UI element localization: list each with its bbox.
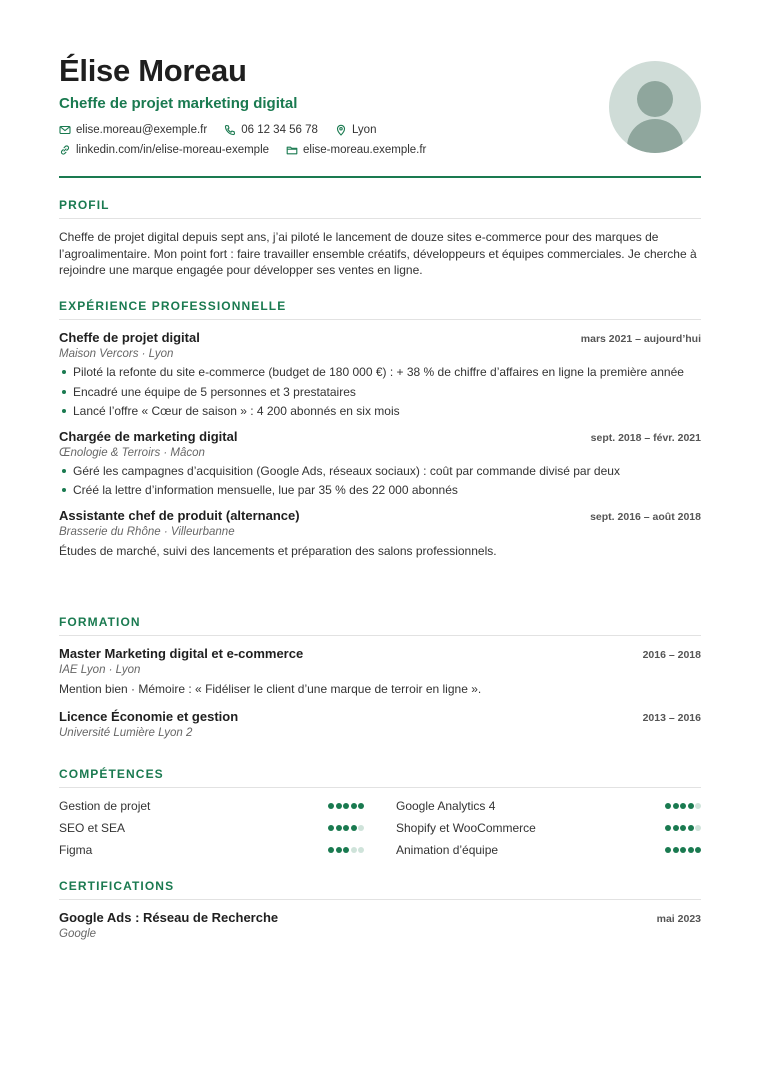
resume-header xyxy=(59,0,701,178)
entry-title: Google Ads : Réseau de Recherche xyxy=(59,910,279,925)
rating-dot xyxy=(665,803,671,809)
candidate-role: Cheffe de projet marketing digital xyxy=(59,95,298,112)
rating-dot xyxy=(665,825,671,831)
rating-dot xyxy=(673,847,679,853)
rating-dot xyxy=(695,803,701,809)
skill-rating xyxy=(664,847,702,853)
entry-organization: Google xyxy=(59,928,97,940)
skill-name: Animation d’équipe xyxy=(396,843,499,857)
candidate-name: Élise Moreau xyxy=(59,53,247,88)
entry-date: mars 2021 – aujourd’hui xyxy=(580,333,701,345)
contact-row-1 xyxy=(59,124,393,136)
section-title-profil: PROFIL xyxy=(59,198,701,219)
bullet-item: Créé la lettre d’information mensuelle, lue par 35 % des 22 000 abonnés xyxy=(59,482,701,499)
contact-row-2 xyxy=(59,144,443,156)
section-profil xyxy=(59,198,701,279)
entry-title: Master Marketing digital et e-commerce xyxy=(59,646,304,661)
entry-organization: Université Lumière Lyon 2 xyxy=(59,726,193,739)
email-text: elise.moreau@exemple.fr xyxy=(76,124,208,136)
entry-organization: Maison Vercors · Lyon xyxy=(59,348,174,360)
rating-dot xyxy=(336,847,342,853)
entry-date: sept. 2018 – févr. 2021 xyxy=(590,431,701,444)
rating-dot xyxy=(358,803,364,809)
skill-rating xyxy=(664,803,702,809)
skill-rating xyxy=(327,803,365,809)
link-icon xyxy=(59,144,71,156)
rating-dot xyxy=(343,803,349,809)
rating-dot xyxy=(688,847,694,853)
rating-dot xyxy=(336,803,342,809)
skill-name: Gestion de projet xyxy=(59,799,151,813)
rating-dot xyxy=(336,825,342,831)
avatar-silhouette-icon xyxy=(609,61,701,153)
education-entry xyxy=(59,646,701,698)
section-experience xyxy=(59,299,701,559)
entry-title: Cheffe de projet digital xyxy=(59,330,200,345)
bullet-item: Encadré une équipe de 5 personnes et 3 prestataires xyxy=(59,384,701,401)
entry-description: Mention bien · Mémoire : « Fidéliser le client d’une marque de terroir en ligne ». xyxy=(59,682,482,696)
rating-dot xyxy=(351,825,357,831)
skill-rating xyxy=(327,847,365,853)
location-text: Lyon xyxy=(351,124,377,136)
rating-dot xyxy=(343,847,349,853)
experience-entry xyxy=(59,429,701,499)
entry-title: Licence Économie et gestion xyxy=(59,708,239,724)
skill-rating xyxy=(664,825,702,831)
entry-date: 2016 – 2018 xyxy=(642,649,701,661)
bullet-item: Lancé l’offre « Cœur de saison » : 4 200 abonnés en six mois xyxy=(59,403,701,420)
entry-date: 2013 – 2016 xyxy=(642,711,701,724)
rating-dot xyxy=(328,825,334,831)
entry-date: mai 2023 xyxy=(656,913,701,925)
skills-grid xyxy=(59,798,701,858)
rating-dot xyxy=(358,825,364,831)
entry-description: Études de marché, suivi des lancements et préparation des salons professionnels. xyxy=(59,543,497,558)
contact-website[interactable] xyxy=(286,144,426,156)
rating-dot xyxy=(673,803,679,809)
skill-name: SEO et SEA xyxy=(59,821,126,835)
entry-organization: Œnologie & Terroirs · Mâcon xyxy=(59,446,205,459)
phone-icon xyxy=(224,124,236,136)
section-certifications xyxy=(59,879,701,940)
rating-dot xyxy=(688,825,694,831)
website-text: elise-moreau.exemple.fr xyxy=(303,144,427,156)
entry-date: sept. 2016 – août 2018 xyxy=(590,510,701,523)
skill-row xyxy=(396,842,701,858)
skill-name: Google Analytics 4 xyxy=(396,799,496,813)
rating-dot xyxy=(688,803,694,809)
rating-dot xyxy=(351,803,357,809)
rating-dot xyxy=(343,825,349,831)
header-divider xyxy=(59,176,701,178)
skill-rating xyxy=(327,825,365,831)
rating-dot xyxy=(665,847,671,853)
rating-dot xyxy=(351,847,357,853)
skill-row xyxy=(59,798,364,814)
skill-row xyxy=(59,842,364,858)
avatar xyxy=(609,61,701,153)
rating-dot xyxy=(695,825,701,831)
linkedin-text: linkedin.com/in/elise-moreau-exemple xyxy=(76,144,270,156)
entry-organization: Brasserie du Rhône · Villeurbanne xyxy=(59,525,235,538)
section-title-competences: COMPÉTENCES xyxy=(59,767,701,788)
profil-text: Cheffe de projet digital depuis sept ans, j’ai piloté le lancement de douze sites e-commerce pour des marques de l’agroalimentaire. Mon point fort : faire travailler ensemble créatifs, développeurs et équipes commerciales. Je cherche à rejoindre une marque engagée pour développer ses ventes en ligne. xyxy=(59,230,697,277)
skill-row xyxy=(396,798,701,814)
skill-row xyxy=(59,820,364,836)
contact-location xyxy=(335,124,377,136)
education-entry xyxy=(59,709,701,739)
contact-linkedin[interactable] xyxy=(59,144,269,156)
section-competences xyxy=(59,767,701,858)
section-formation xyxy=(59,615,701,739)
experience-entry xyxy=(59,330,701,420)
entry-organization: IAE Lyon · Lyon xyxy=(59,664,141,676)
entry-bullets xyxy=(59,463,701,499)
contact-email[interactable] xyxy=(59,124,207,136)
mail-icon xyxy=(59,124,71,136)
section-title-experience: EXPÉRIENCE PROFESSIONNELLE xyxy=(59,299,701,320)
rating-dot xyxy=(328,847,334,853)
phone-text: 06 12 34 56 78 xyxy=(241,124,318,136)
rating-dot xyxy=(695,847,701,853)
entry-bullets xyxy=(59,364,701,420)
section-title-formation: FORMATION xyxy=(59,615,701,636)
rating-dot xyxy=(673,825,679,831)
experience-entry xyxy=(59,508,701,560)
bullet-item: Piloté la refonte du site e-commerce (budget de 180 000 €) : + 38 % de chiffre d’affaires en ligne la première année xyxy=(59,364,701,381)
rating-dot xyxy=(358,847,364,853)
certification-entry xyxy=(59,910,701,940)
skill-name: Shopify et WooCommerce xyxy=(396,821,536,835)
entry-title: Chargée de marketing digital xyxy=(59,428,238,444)
section-title-certifications: CERTIFICATIONS xyxy=(59,879,701,900)
rating-dot xyxy=(328,803,334,809)
contact-phone[interactable] xyxy=(224,124,318,136)
folder-icon xyxy=(286,144,298,156)
rating-dot xyxy=(680,847,686,853)
skill-name: Figma xyxy=(59,843,93,857)
rating-dot xyxy=(680,825,686,831)
entry-title: Assistante chef de produit (alternance) xyxy=(59,507,300,523)
rating-dot xyxy=(680,803,686,809)
skill-row xyxy=(396,820,701,836)
location-pin-icon xyxy=(335,124,347,136)
bullet-item: Géré les campagnes d’acquisition (Google Ads, réseaux sociaux) : coût par commande divisé par deux xyxy=(59,463,701,480)
